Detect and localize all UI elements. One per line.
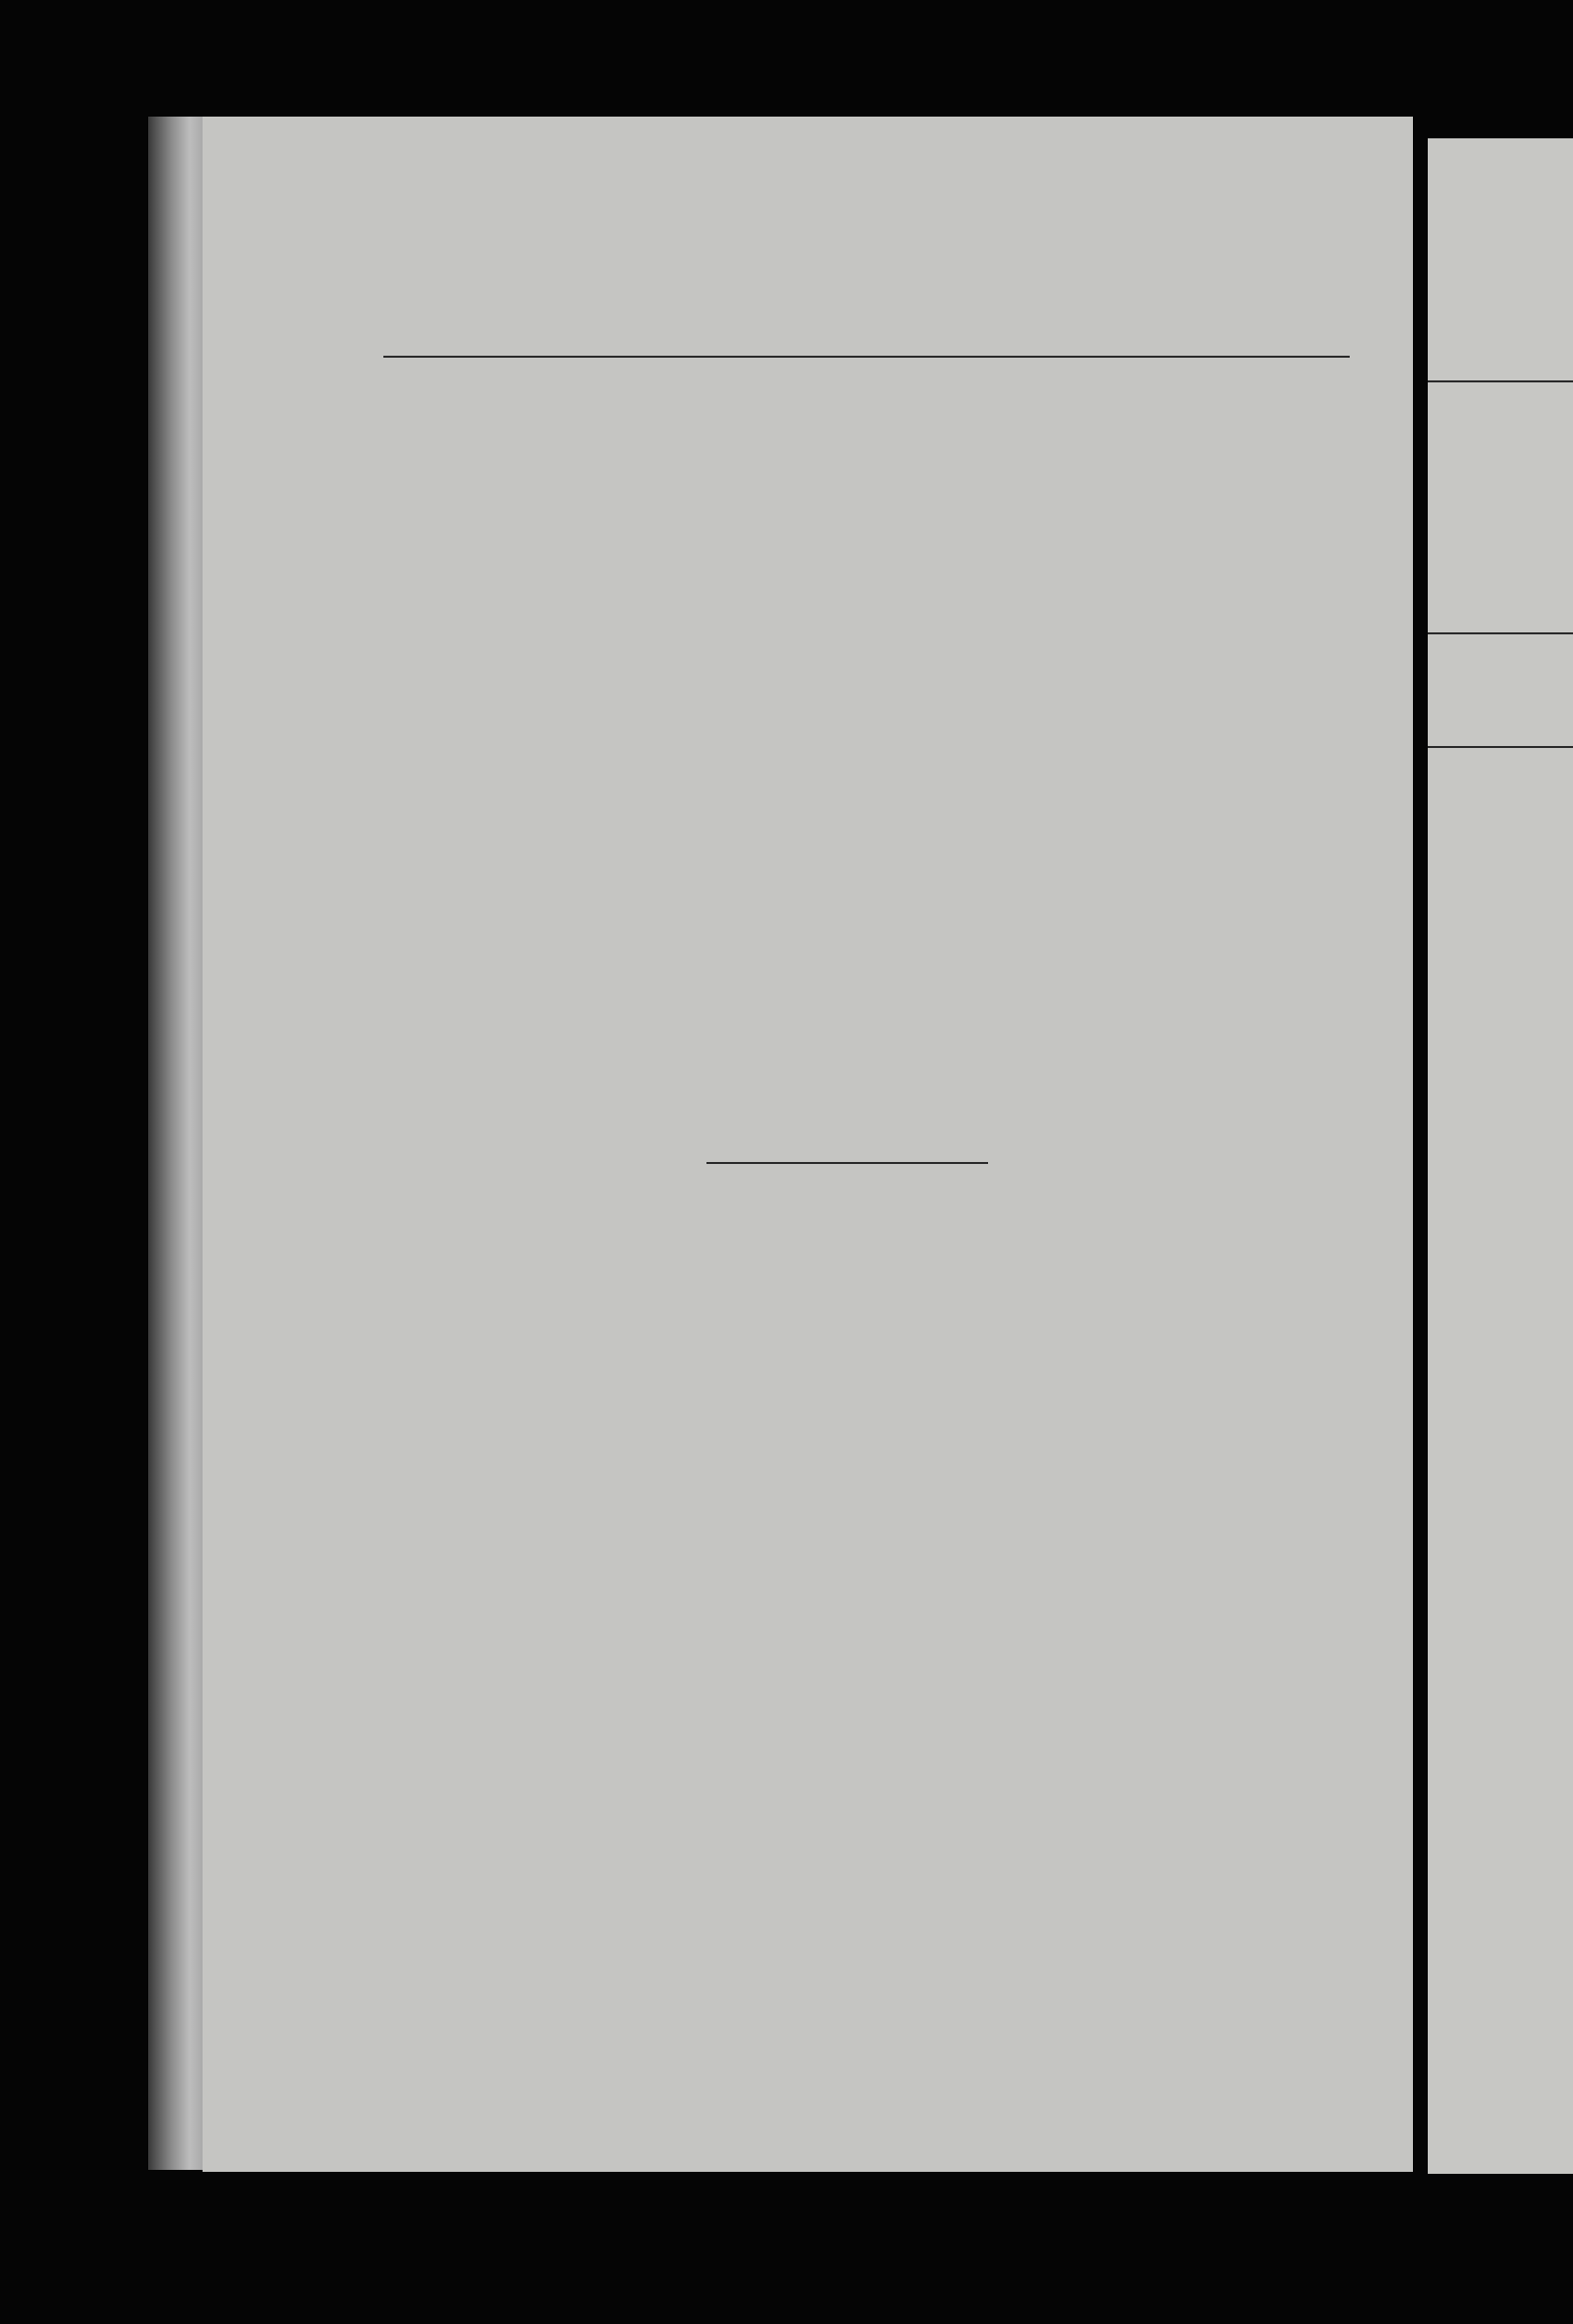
right-head-rule	[1428, 746, 1573, 748]
right-page	[1428, 138, 1573, 2174]
right-header-rule	[1428, 380, 1573, 382]
separator-rule	[706, 1162, 988, 1164]
right-table-rule	[1428, 632, 1573, 634]
left-page	[203, 117, 1413, 2172]
book-spine-edge	[148, 117, 207, 2170]
header-rule	[383, 356, 1350, 358]
